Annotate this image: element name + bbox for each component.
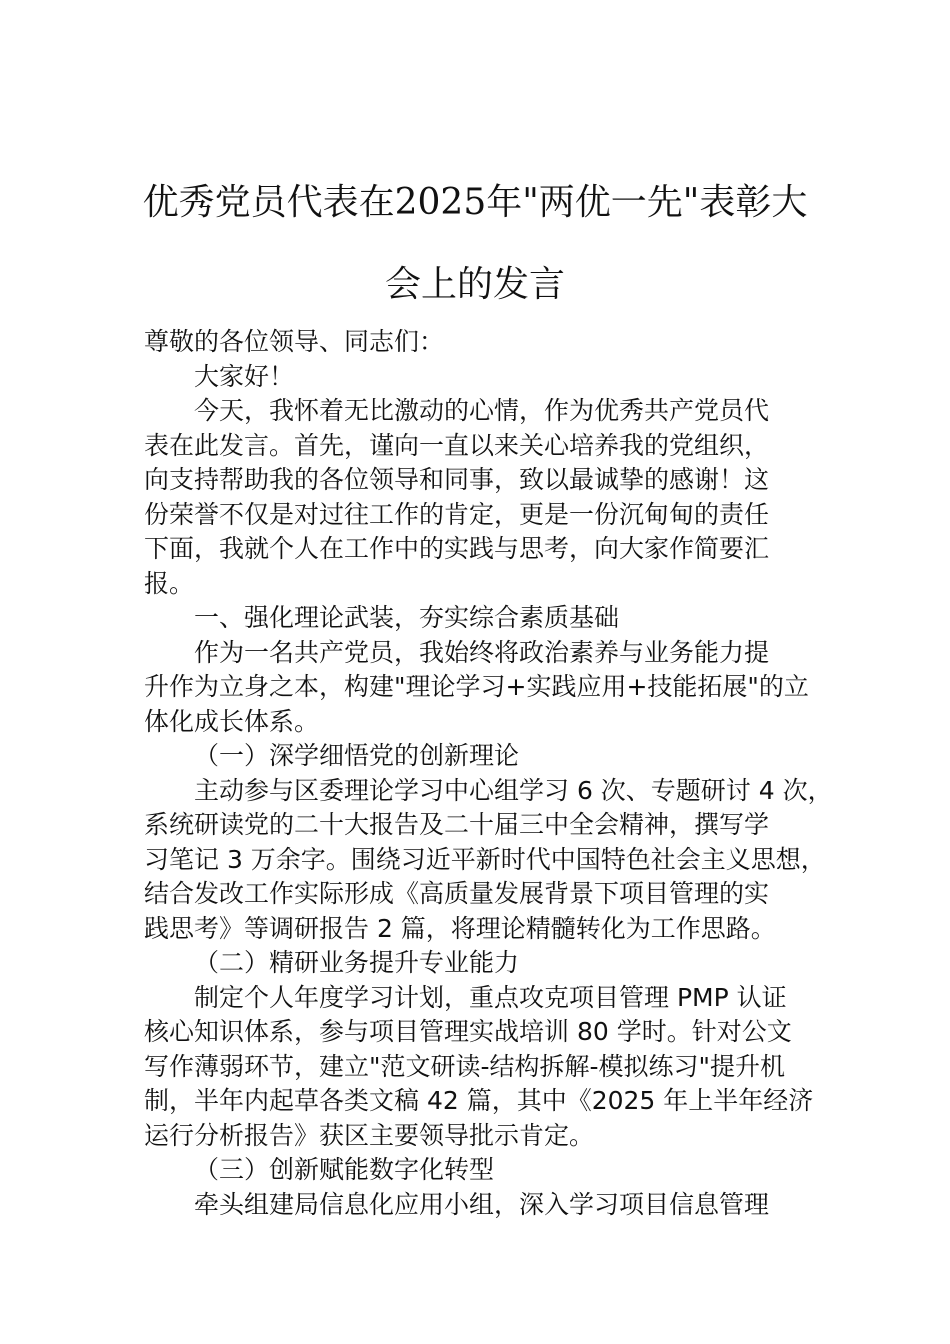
document-title [120, 162, 830, 326]
heading-line: 一、强化理论武装，夯实综合素质基础 [194, 603, 620, 632]
text-line: 践思考》等调研报告 2 篇，将理论精髓转化为工作思路。 [144, 913, 776, 943]
heading-line: （一）深学细悟党的创新理论 [194, 741, 520, 770]
text-line: 体化成长体系。 [144, 706, 320, 736]
text-line: 核心知识体系，参与项目管理实战培训 80 学时。针对公文 [144, 1017, 792, 1046]
paragraph-sub-3 [144, 1188, 824, 1223]
heading-line: （二）精研业务提升专业能力 [194, 948, 520, 977]
text-line: 向支持帮助我的各位领导和同事，致以最诚挚的感谢！这 [144, 465, 770, 494]
text-line: 今天，我怀着无比激动的心情，作为优秀共产党员代 [194, 396, 770, 425]
paragraph-section-1 [144, 636, 824, 740]
paragraph-sub-2 [144, 981, 824, 1154]
text-line: 主动参与区委理论学习中心组学习 6 次、专题研讨 4 次， [194, 775, 833, 805]
text-line: 制，半年内起草各类文稿 42 篇，其中《2025 年上半年经济 [144, 1086, 814, 1115]
text-line: 习笔记 3 万余字。围绕习近平新时代中国特色社会主义思想， [144, 844, 826, 874]
text-line: 作为一名共产党员，我始终将政治素养与业务能力提 [194, 637, 770, 667]
paragraph-intro [144, 394, 824, 601]
text-line: 下面，我就个人在工作中的实践与思考，向大家作简要汇 [144, 534, 770, 563]
text-line: 大家好！ [194, 361, 295, 391]
document-body [144, 325, 833, 1222]
text-line: 牵头组建局信息化应用小组，深入学习项目信息管理 [194, 1189, 770, 1219]
salutation [144, 325, 824, 360]
title-line-1: 优秀党员代表在2025年"两优一先"表彰大 [142, 182, 808, 223]
paragraph-sub-1 [144, 774, 833, 947]
salutation-line: 尊敬的各位领导、同志们： [144, 327, 445, 356]
text-line: 份荣誉不仅是对过往工作的肯定，更是一份沉甸甸的责任 [144, 499, 770, 529]
text-line: 写作薄弱环节，建立"范文研读-结构拆解-模拟练习"提升机 [144, 1051, 786, 1081]
text-line: 运行分析报告》获区主要领导批示肯定。 [144, 1120, 595, 1150]
heading-line: （三）创新赋能数字化转型 [194, 1155, 495, 1184]
text-line: 报。 [144, 568, 195, 598]
text-line: 升作为立身之本，构建"理论学习+实践应用+技能拓展"的立 [144, 672, 809, 701]
subheading-2 [144, 946, 824, 981]
title-line-2: 会上的发言 [384, 264, 565, 305]
subheading-3 [144, 1153, 824, 1188]
text-line: 结合发改工作实际形成《高质量发展背景下项目管理的实 [144, 879, 770, 908]
text-line: 表在此发言。首先，谨向一直以来关心培养我的党组织， [144, 430, 770, 460]
subheading-1 [144, 739, 824, 774]
section-heading-1 [144, 601, 824, 636]
paragraph-greeting [144, 360, 824, 395]
text-line: 系统研读党的二十大报告及二十届三中全会精神，撰写学 [144, 810, 770, 839]
text-line: 制定个人年度学习计划，重点攻克项目管理 PMP 认证 [194, 982, 787, 1012]
